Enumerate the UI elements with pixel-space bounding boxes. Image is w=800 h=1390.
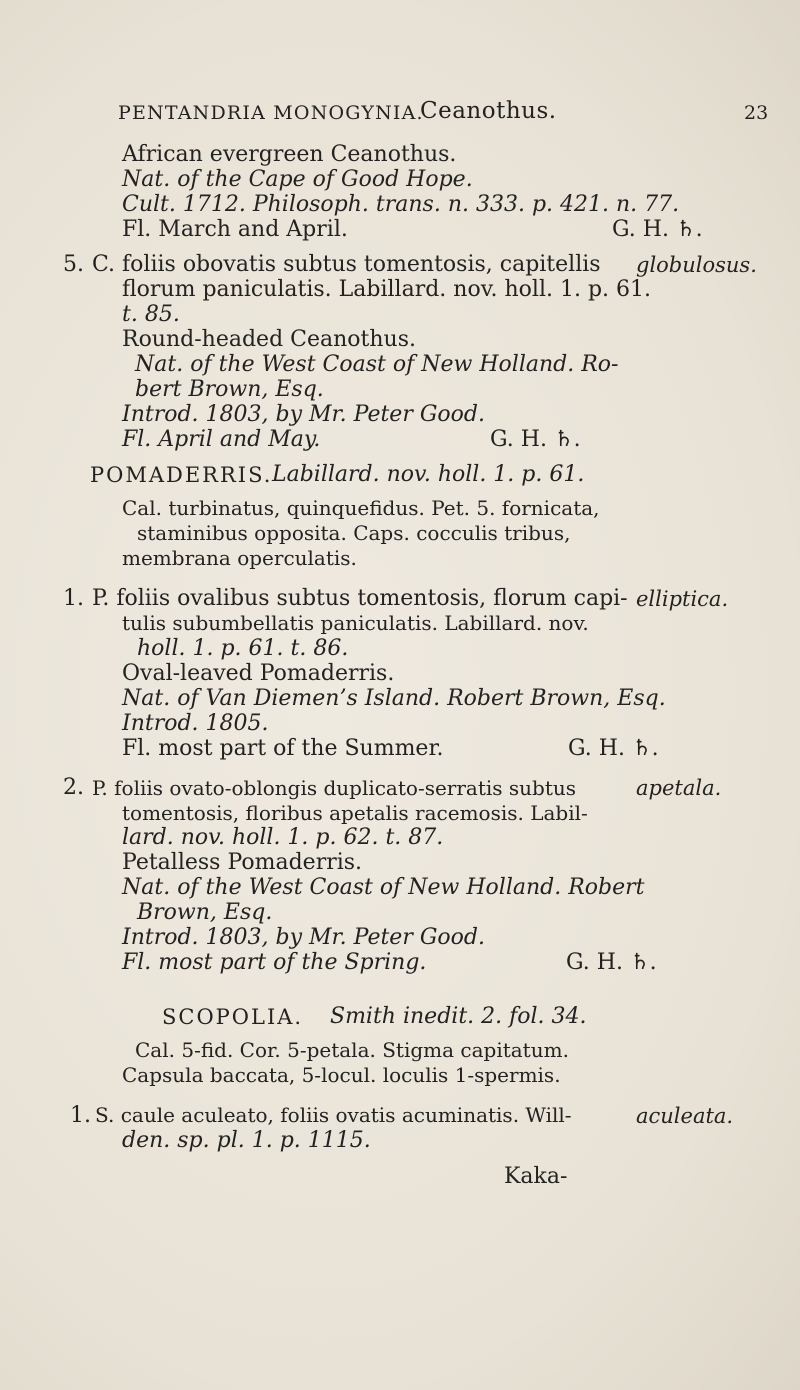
entry-line: African evergreen Ceanothus. xyxy=(122,142,457,167)
entry-line: Fl. March and April. xyxy=(122,217,348,242)
margin-species-name: globulosus. xyxy=(636,253,757,277)
genus-heading: SCOPOLIA. xyxy=(162,1005,304,1029)
running-header-class: PENTANDRIA MONOGYNIA. xyxy=(118,102,424,124)
entry-line: Fl. most part of the Spring. xyxy=(122,950,427,975)
entry-line: Introd. 1803, by Mr. Peter Good. xyxy=(122,925,485,950)
entry-line: den. sp. pl. 1. p. 1115. xyxy=(122,1128,371,1153)
genus-reference: Labillard. nov. holl. 1. p. 61. xyxy=(272,462,585,487)
habitat-symbol: G. H. ♄. xyxy=(612,217,703,242)
catchword: Kaka- xyxy=(504,1164,568,1189)
entry-line: lard. nov. holl. 1. p. 62. t. 87. xyxy=(122,825,444,850)
entry-line: Fl. most part of the Summer. xyxy=(122,736,444,761)
entry-line: Nat. of the West Coast of New Holland. Robert xyxy=(122,875,645,900)
entry-line: Nat. of the West Coast of New Holland. Ro- xyxy=(135,352,619,377)
entry-line: Fl. April and May. xyxy=(122,427,321,452)
entry-line: bert Brown, Esq. xyxy=(135,377,324,402)
genus-heading: POMADERRIS. xyxy=(90,463,273,487)
entry-line: Nat. of Van Diemen’s Island. Robert Brown, Esq. xyxy=(122,686,666,711)
species-number: 5. xyxy=(63,252,84,277)
entry-line: Cult. 1712. Philosoph. trans. n. 333. p. 421. n. 77. xyxy=(122,192,680,217)
margin-species-name: apetala. xyxy=(636,776,722,800)
entry-line: C. foliis obovatis subtus tomentosis, capitellis xyxy=(92,252,601,277)
habitat-symbol: G. H. ♄. xyxy=(566,950,657,975)
entry-line: Introd. 1803, by Mr. Peter Good. xyxy=(122,402,485,427)
entry-line: t. 85. xyxy=(122,302,180,327)
entry-line: Introd. 1805. xyxy=(122,711,269,736)
genus-character: staminibus opposita. Caps. cocculis tribus, xyxy=(137,521,571,545)
species-number: 1. xyxy=(63,586,84,611)
entry-line: tulis subumbellatis paniculatis. Labillard. nov. xyxy=(122,611,589,635)
entry-line: holl. 1. p. 61. t. 86. xyxy=(137,636,349,661)
margin-species-name: aculeata. xyxy=(636,1104,734,1128)
entry-line: Petalless Pomaderris. xyxy=(122,850,363,875)
genus-reference: Smith inedit. 2. fol. 34. xyxy=(330,1004,587,1029)
species-number: 1. xyxy=(70,1103,91,1128)
margin-species-name: elliptica. xyxy=(636,587,729,611)
entry-line: tomentosis, floribus apetalis racemosis. Labil- xyxy=(122,801,588,825)
entry-line: Brown, Esq. xyxy=(137,900,273,925)
page-number: 23 xyxy=(744,102,769,124)
entry-line: P. foliis ovalibus subtus tomentosis, florum capi- xyxy=(92,586,628,611)
genus-character: Capsula baccata, 5-locul. loculis 1-spermis. xyxy=(122,1063,561,1087)
genus-character: Cal. 5-fid. Cor. 5-petala. Stigma capitatum. xyxy=(135,1038,569,1062)
genus-character: Cal. turbinatus, quinquefidus. Pet. 5. fornicata, xyxy=(122,496,600,520)
habitat-symbol: G. H. ♄. xyxy=(568,736,659,761)
running-header-genus: Ceanothus. xyxy=(420,98,557,124)
entry-line: S. caule aculeato, foliis ovatis acuminatis. Will- xyxy=(95,1103,572,1127)
genus-character: membrana operculatis. xyxy=(122,546,357,570)
entry-line: Oval-leaved Pomaderris. xyxy=(122,661,395,686)
species-number: 2. xyxy=(63,775,84,800)
entry-line: Nat. of the Cape of Good Hope. xyxy=(122,167,473,192)
entry-line: Round-headed Ceanothus. xyxy=(122,327,416,352)
entry-line: florum paniculatis. Labillard. nov. holl. 1. p. 61. xyxy=(122,277,652,302)
entry-line: P. foliis ovato-oblongis duplicato-serratis subtus xyxy=(92,776,577,800)
habitat-symbol: G. H. ♄. xyxy=(490,427,581,452)
